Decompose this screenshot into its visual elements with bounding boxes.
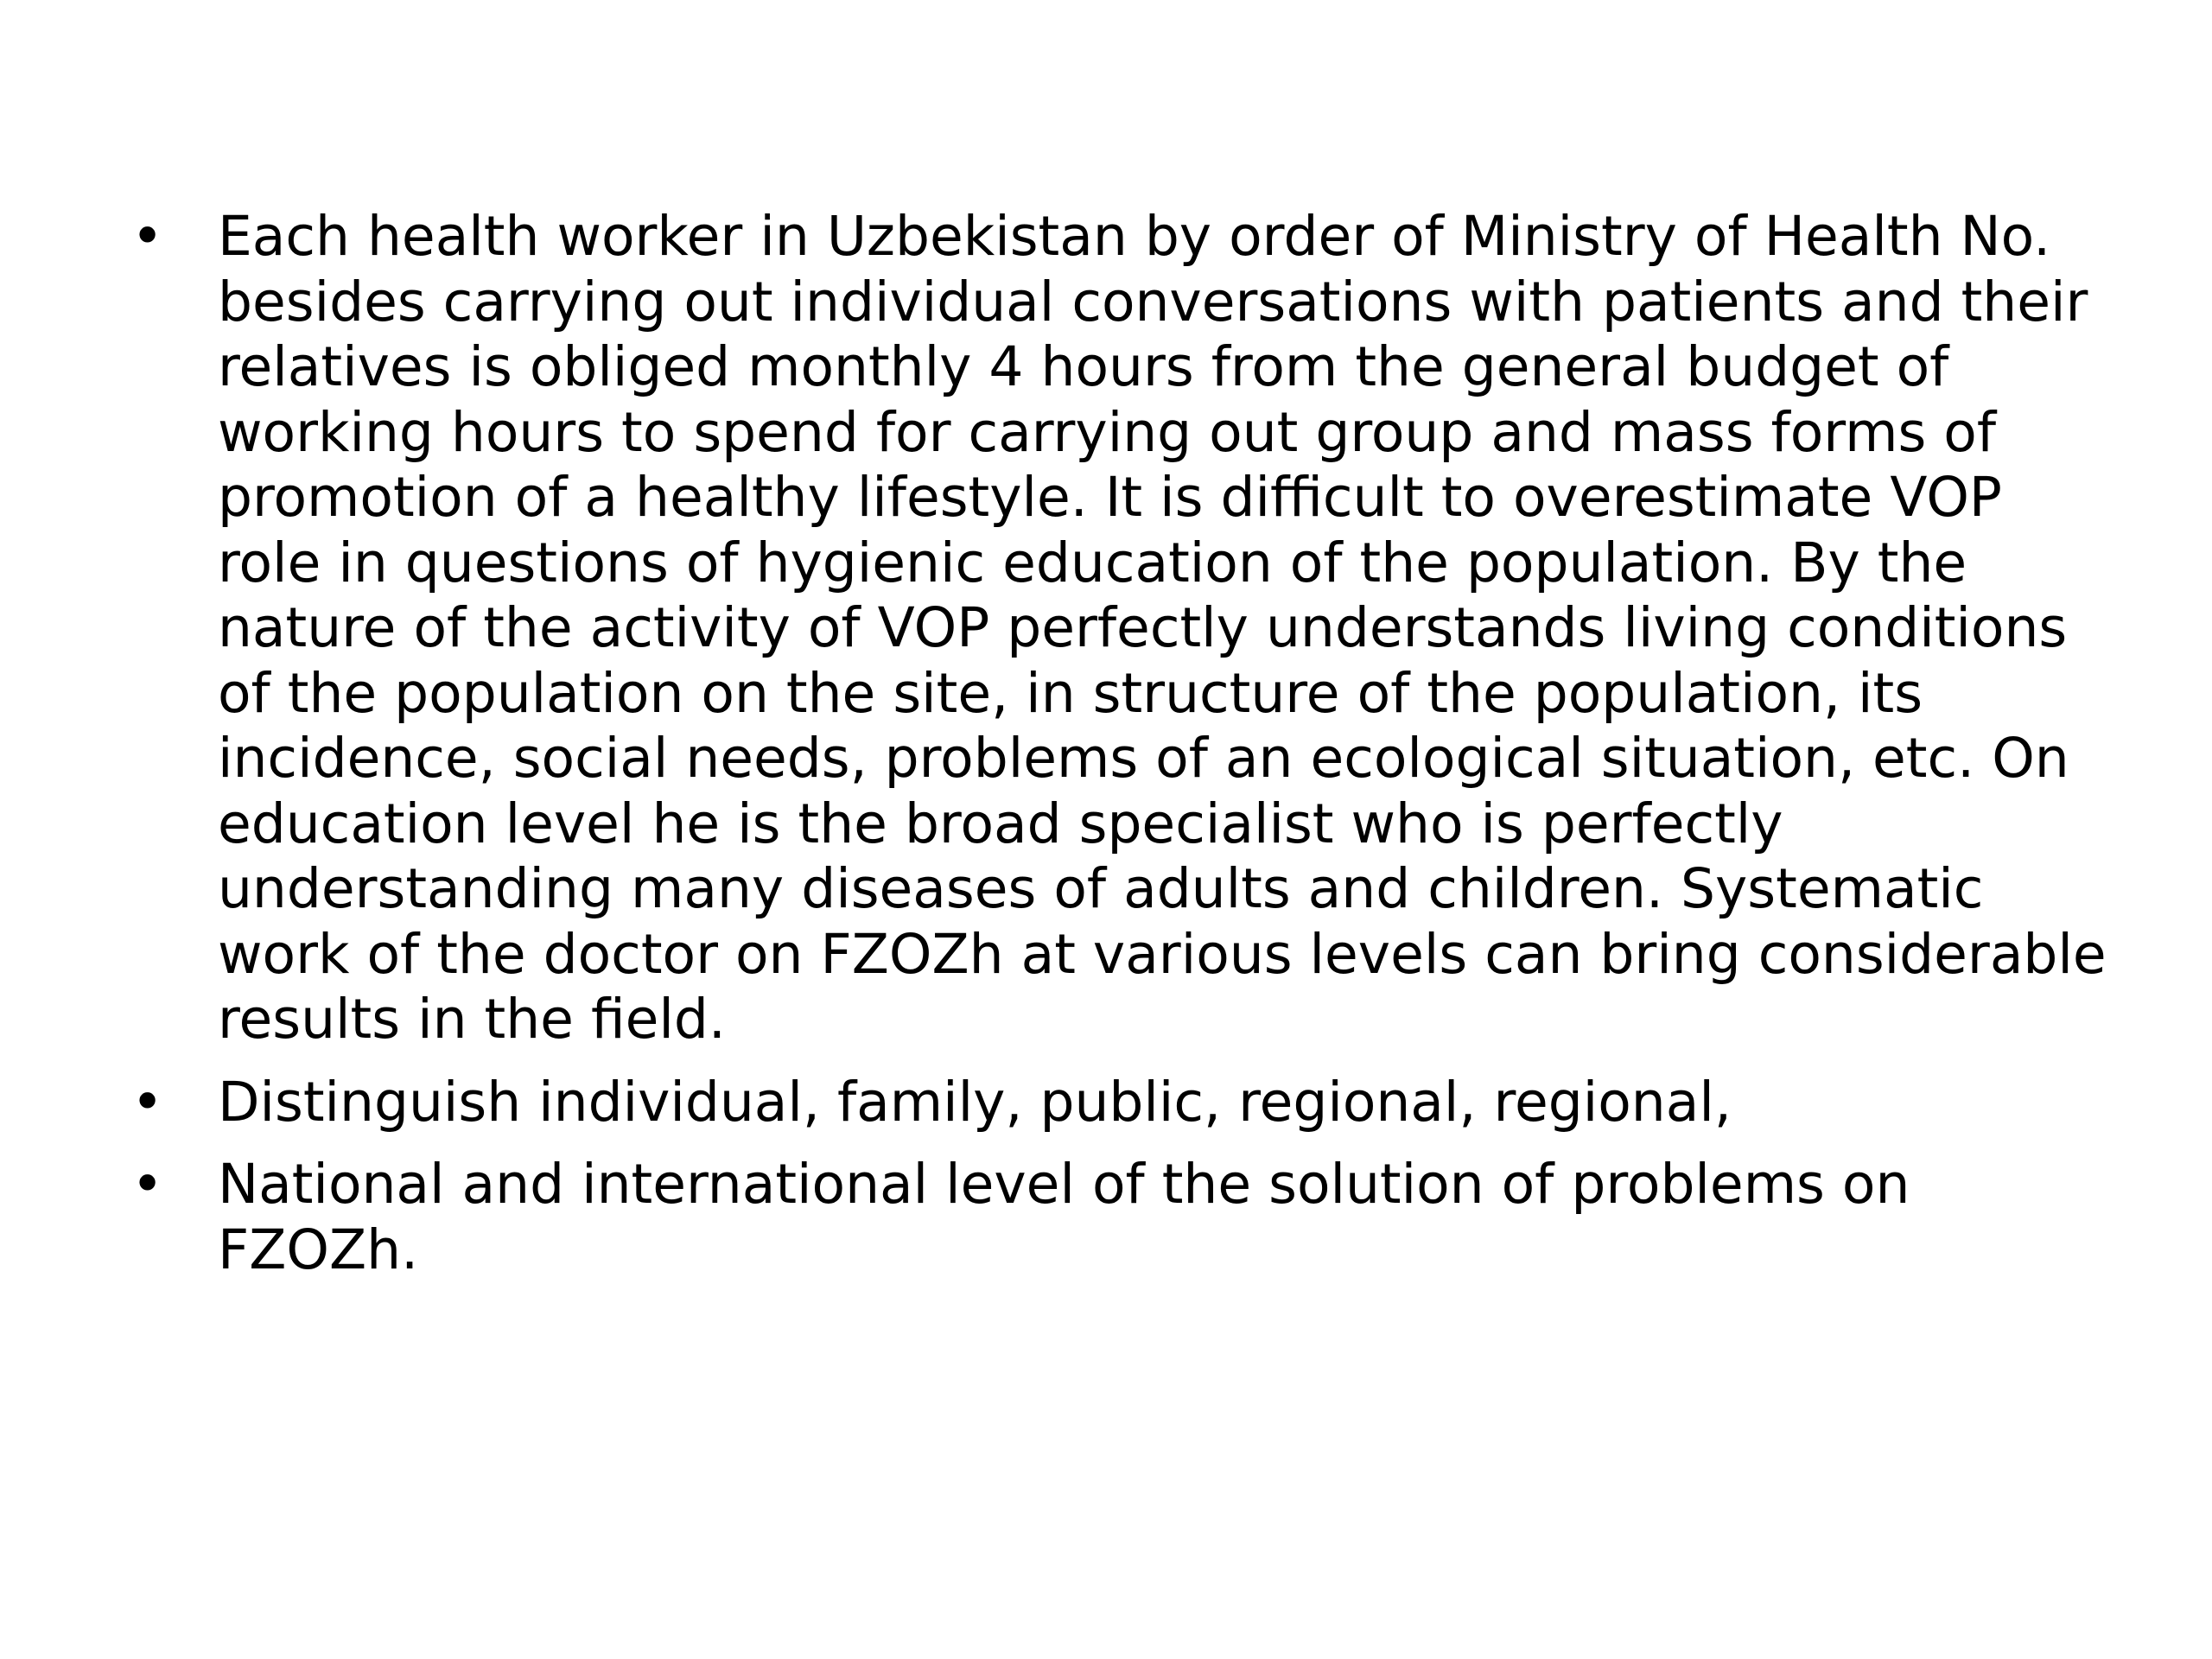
bullet-text: Distinguish individual, family, public, regional, regional, [218, 1070, 1732, 1134]
bullet-item [130, 1152, 2117, 1282]
bullet-dot-icon: • [131, 1070, 164, 1134]
bullet-text: Each health worker in Uzbekistan by order of Ministry of Health No. besides carrying out individual conversations with patients and their relatives is obliged monthly 4 hours from the general budget of working hours to spend for carrying out group and mass forms of promotion of a healthy lifestyle. It is difficult to overestimate VOP role in questions of hygienic education of the population. By the nature of the activity of VOP perfectly understands living conditions of the population on the site, in structure of the population, its incidence, social needs, problems of an ecological situation, etc. On education level he is the broad specialist who is perfectly understanding many diseases of adults and children. Systematic work of the doctor on FZOZh at various levels can bring considerable results in the field. [218, 205, 2107, 1051]
bullet-item [130, 1070, 2117, 1135]
bullet-item [130, 204, 2117, 1052]
bullet-list [130, 204, 2117, 1282]
bullet-text: National and international level of the solution of problems on FZOZh. [218, 1153, 1910, 1281]
bullet-dot-icon: • [131, 205, 164, 268]
bullet-dot-icon: • [131, 1153, 164, 1216]
slide-body [130, 204, 2117, 1300]
